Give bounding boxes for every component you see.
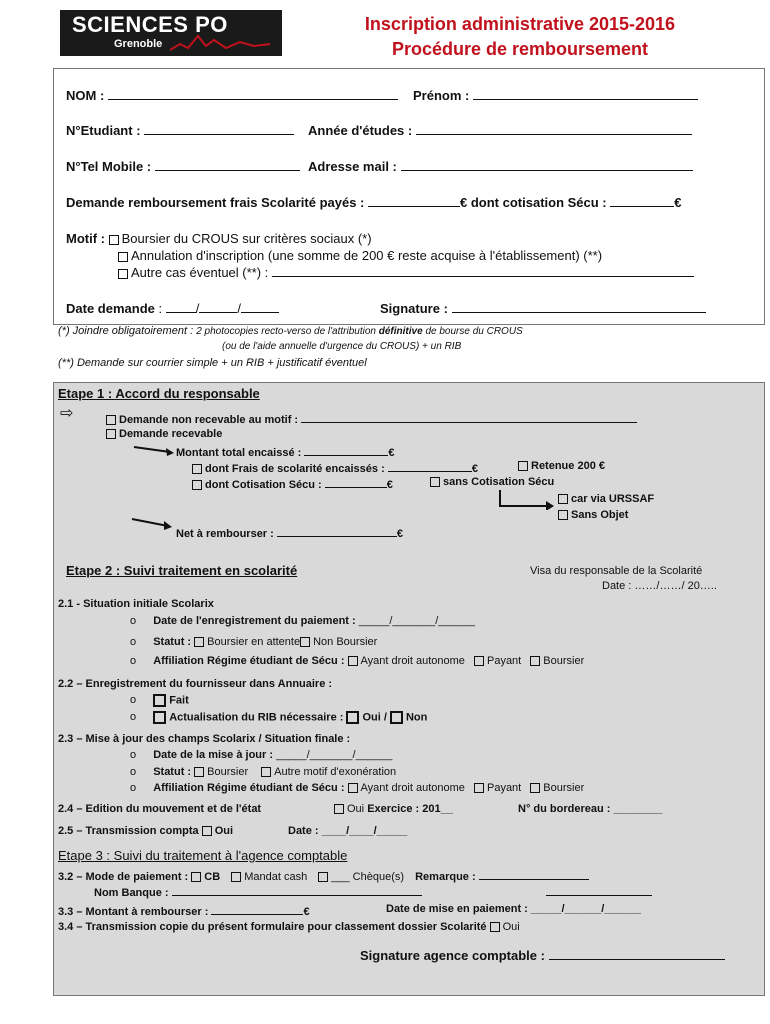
non-boursier-checkbox[interactable]	[300, 637, 310, 647]
sciences-po-logo	[60, 10, 282, 56]
fait-label: Fait	[169, 694, 189, 707]
cotisation-field[interactable]	[610, 195, 674, 207]
nom-banque-label: Nom Banque :	[94, 887, 169, 899]
motif1-label: Boursier du CROUS sur critères sociaux (*)	[121, 231, 372, 246]
boursier-final-label: Boursier	[207, 766, 249, 778]
bullet: o	[130, 636, 137, 648]
date-year-field[interactable]	[241, 301, 279, 313]
date-maj-value[interactable]: _____/_______/______	[276, 749, 393, 761]
date-maj-label: Date de la mise à jour :	[153, 749, 274, 761]
tel-label: N°Tel Mobile :	[66, 159, 152, 174]
arrow-montant-icon	[132, 444, 176, 458]
note1-prefix: (*) Joindre obligatoirement :	[58, 325, 197, 337]
non-recevable-field[interactable]	[301, 411, 637, 423]
page-subtitle: Procédure de remboursement	[391, 39, 649, 59]
date-demande-sep: :	[158, 301, 163, 316]
recevable-checkbox[interactable]	[106, 429, 116, 439]
remarque-field[interactable]	[479, 868, 589, 880]
demande-frais-label: Demande remboursement frais Scolarité payés :	[66, 195, 365, 210]
frais-euro: €	[471, 463, 478, 475]
sans-objet-label: Sans Objet	[571, 509, 629, 521]
nom-label: NOM :	[66, 88, 105, 103]
ayant-droit-final-checkbox[interactable]	[348, 783, 358, 793]
montant-field[interactable]	[304, 444, 388, 456]
s24-title: 2.4 – Edition du mouvement et de l'état	[58, 803, 262, 815]
prenom-label: Prénom :	[413, 88, 470, 103]
mail-label: Adresse mail :	[308, 159, 397, 174]
etape1-title: Etape 1 : Accord du responsable	[58, 386, 260, 401]
montant-rembourser-field[interactable]	[211, 903, 303, 915]
signature-agence-label: Signature agence comptable :	[360, 948, 545, 963]
boursier-checkbox[interactable]	[530, 656, 540, 666]
net-euro: €	[396, 528, 403, 540]
visa-label: Visa du responsable de la Scolarité	[530, 565, 703, 577]
etudiant-label: N°Etudiant :	[66, 123, 141, 138]
classement-oui-label: Oui	[502, 921, 520, 933]
frais-checkbox[interactable]	[192, 464, 202, 474]
dont-cotisation-label: € dont cotisation Sécu :	[460, 195, 607, 210]
mandat-label: Mandat cash	[244, 871, 308, 883]
transmission-date: Date : ____/____/_____	[288, 825, 408, 837]
remarque-field-2[interactable]	[546, 884, 652, 896]
bullet: o	[130, 694, 137, 707]
actualisation-label: Actualisation du RIB nécessaire :	[169, 711, 344, 724]
cotisation-secu-field[interactable]	[325, 476, 387, 488]
annee-label: Année d'études :	[308, 123, 413, 138]
urssaf-label: car via URSSAF	[571, 493, 655, 505]
date-enr-label: Date de l'enregistrement du paiement :	[153, 615, 356, 627]
s34-title: 3.4 – Transmission copie du présent formulaire pour classement dossier Scolarité	[58, 921, 487, 933]
etape2-title: Etape 2 : Suivi traitement en scolarité	[66, 563, 298, 578]
s23-title: 2.3 – Mise à jour des champs Scolarix / Situation finale :	[58, 733, 351, 745]
non-boursier-label: Non Boursier	[313, 636, 378, 648]
ayant-droit-final-label: Ayant droit autonome	[360, 782, 465, 794]
logo-subtext: Grenoble	[114, 38, 163, 50]
note1-end: de bourse du CROUS	[422, 326, 523, 337]
boursier-final2-checkbox[interactable]	[530, 783, 540, 793]
nom-banque-field[interactable]	[172, 884, 422, 896]
signature-label: Signature :	[380, 301, 448, 316]
date-month-field[interactable]	[199, 301, 237, 313]
bullet: o	[130, 782, 137, 794]
rib-non-label: Non	[405, 711, 428, 724]
non-recevable-label: Demande non recevable au motif :	[119, 414, 299, 426]
date-mise-paiement: Date de mise en paiement : _____/______/______	[386, 903, 641, 915]
etape3-title: Etape 3 : Suivi du traitement à l'agence comptable	[58, 848, 348, 863]
recevable-label: Demande recevable	[119, 428, 223, 440]
boursier-label: Boursier	[543, 655, 585, 667]
boursier-final2-label: Boursier	[543, 782, 585, 794]
net-label: Net à rembourser :	[176, 528, 274, 540]
cotisation-label: dont Cotisation Sécu :	[205, 479, 322, 491]
bullet: o	[130, 615, 137, 627]
autre-motif-checkbox[interactable]	[261, 767, 271, 777]
s25-title: 2.5 – Transmission compta	[58, 825, 199, 837]
affiliation-final-label: Affiliation Régime étudiant de Sécu :	[153, 782, 345, 794]
cheque-label: ___ Chèque(s)	[331, 871, 405, 883]
signature-field[interactable]	[452, 301, 706, 313]
arrow-urssaf-icon	[498, 488, 556, 510]
remarque-label: Remarque :	[415, 871, 476, 883]
motif2-checkbox[interactable]	[118, 252, 128, 262]
exercice-label: Exercice : 201__	[367, 803, 453, 815]
retenue-checkbox[interactable]	[518, 461, 528, 471]
motif2-label: Annulation d'inscription (une somme de 200 € reste acquise à l'établissement) (**)	[131, 248, 603, 263]
fait-checkbox[interactable]	[153, 694, 166, 707]
bullet: o	[130, 711, 137, 724]
cotisation-euro: €	[386, 479, 393, 491]
cb-label: CB	[204, 871, 221, 883]
transmission-oui-label: Oui	[214, 825, 234, 837]
payant-final-checkbox[interactable]	[474, 783, 484, 793]
statut-label: Statut :	[153, 636, 192, 648]
motif3-field[interactable]	[272, 265, 694, 277]
montant-label: Montant total encaissé :	[176, 447, 302, 459]
bordereau-label: N° du bordereau : ________	[518, 803, 663, 815]
tel-field[interactable]	[155, 159, 300, 171]
cb-checkbox[interactable]	[191, 872, 201, 882]
motif1-checkbox[interactable]	[109, 235, 119, 245]
ayant-droit-checkbox[interactable]	[348, 656, 358, 666]
payant-checkbox[interactable]	[474, 656, 484, 666]
rib-oui-checkbox[interactable]	[346, 711, 359, 724]
etudiant-field[interactable]	[144, 123, 294, 135]
boursier-final-checkbox[interactable]	[194, 767, 204, 777]
payant-label: Payant	[486, 655, 522, 667]
page-title: Inscription administrative 2015-2016	[364, 14, 676, 34]
boursier-attente-label: Boursier en attente	[207, 636, 301, 648]
sans-objet-checkbox[interactable]	[558, 510, 568, 520]
frais-encaisses-field[interactable]	[388, 460, 472, 472]
mandat-checkbox[interactable]	[231, 872, 241, 882]
ayant-droit-label: Ayant droit autonome	[360, 655, 465, 667]
urssaf-checkbox[interactable]	[558, 494, 568, 504]
bullet: o	[130, 766, 137, 778]
note1-text: 2 photocopies recto-verso de l'attribution	[196, 326, 379, 337]
affiliation-label: Affiliation Régime étudiant de Sécu :	[153, 655, 345, 667]
date-enr-value[interactable]: _____/_______/______	[358, 615, 475, 627]
s22-title: 2.2 – Enregistrement du fournisseur dans Annuaire :	[58, 678, 333, 690]
date-demande-label: Date demande	[66, 301, 155, 316]
edition-oui-label: Oui	[347, 803, 365, 815]
s32-title: 3.2 – Mode de paiement :	[58, 871, 189, 883]
non-recevable-checkbox[interactable]	[106, 415, 116, 425]
edition-oui-checkbox[interactable]	[334, 804, 344, 814]
montant-euro: €	[388, 447, 395, 459]
date-day-field[interactable]	[166, 301, 196, 313]
arrow-net-icon	[130, 516, 174, 532]
s33-euro: €	[303, 906, 310, 918]
prenom-field[interactable]	[473, 88, 698, 100]
cheque-checkbox[interactable]	[318, 872, 328, 882]
transmission-oui-checkbox[interactable]	[202, 826, 212, 836]
arrow-right-icon: ⇨	[60, 405, 74, 422]
logo-mountain-icon	[170, 30, 280, 54]
signature-agence-field[interactable]	[549, 948, 725, 960]
annee-field[interactable]	[416, 123, 692, 135]
s33-title: 3.3 – Montant à rembourser :	[58, 906, 209, 918]
retenue-label: Retenue 200 €	[531, 460, 605, 472]
sans-cotisation-checkbox[interactable]	[430, 477, 440, 487]
rib-non-checkbox[interactable]	[390, 711, 403, 724]
note1-definitive: définitive	[378, 326, 423, 337]
nom-field[interactable]	[108, 88, 398, 100]
euro-label: €	[674, 195, 682, 210]
sans-cotisation-label: sans Cotisation Sécu	[443, 476, 555, 488]
classement-oui-checkbox[interactable]	[490, 922, 500, 932]
rib-oui-label: Oui /	[362, 711, 387, 724]
visa-date: Date : ……/……/ 20…..	[602, 580, 717, 592]
motif-label: Motif :	[66, 231, 105, 246]
motif3-checkbox[interactable]	[118, 269, 128, 279]
statut-final-label: Statut :	[153, 766, 192, 778]
net-field[interactable]	[277, 525, 397, 537]
logo-text: SCIENCES PO	[72, 12, 228, 37]
bullet: o	[130, 749, 137, 761]
frais-field[interactable]	[368, 195, 460, 207]
actualisation-checkbox[interactable]	[153, 711, 166, 724]
autre-motif-label: Autre motif d'exonération	[274, 766, 397, 778]
note2: (ou de l'aide annuelle d'urgence du CROUS) + un RIB	[222, 341, 462, 352]
frais-label: dont Frais de scolarité encaissés :	[205, 463, 385, 475]
mail-field[interactable]	[401, 159, 693, 171]
cotisation-checkbox[interactable]	[192, 480, 202, 490]
note3: (**) Demande sur courrier simple + un RIB + justificatif éventuel	[58, 357, 367, 369]
s21-title: 2.1 - Situation initiale Scolarix	[58, 598, 214, 610]
bullet: o	[130, 655, 137, 667]
payant-final-label: Payant	[486, 782, 522, 794]
boursier-attente-checkbox[interactable]	[194, 637, 204, 647]
motif3-label: Autre cas éventuel (**) :	[131, 265, 269, 280]
